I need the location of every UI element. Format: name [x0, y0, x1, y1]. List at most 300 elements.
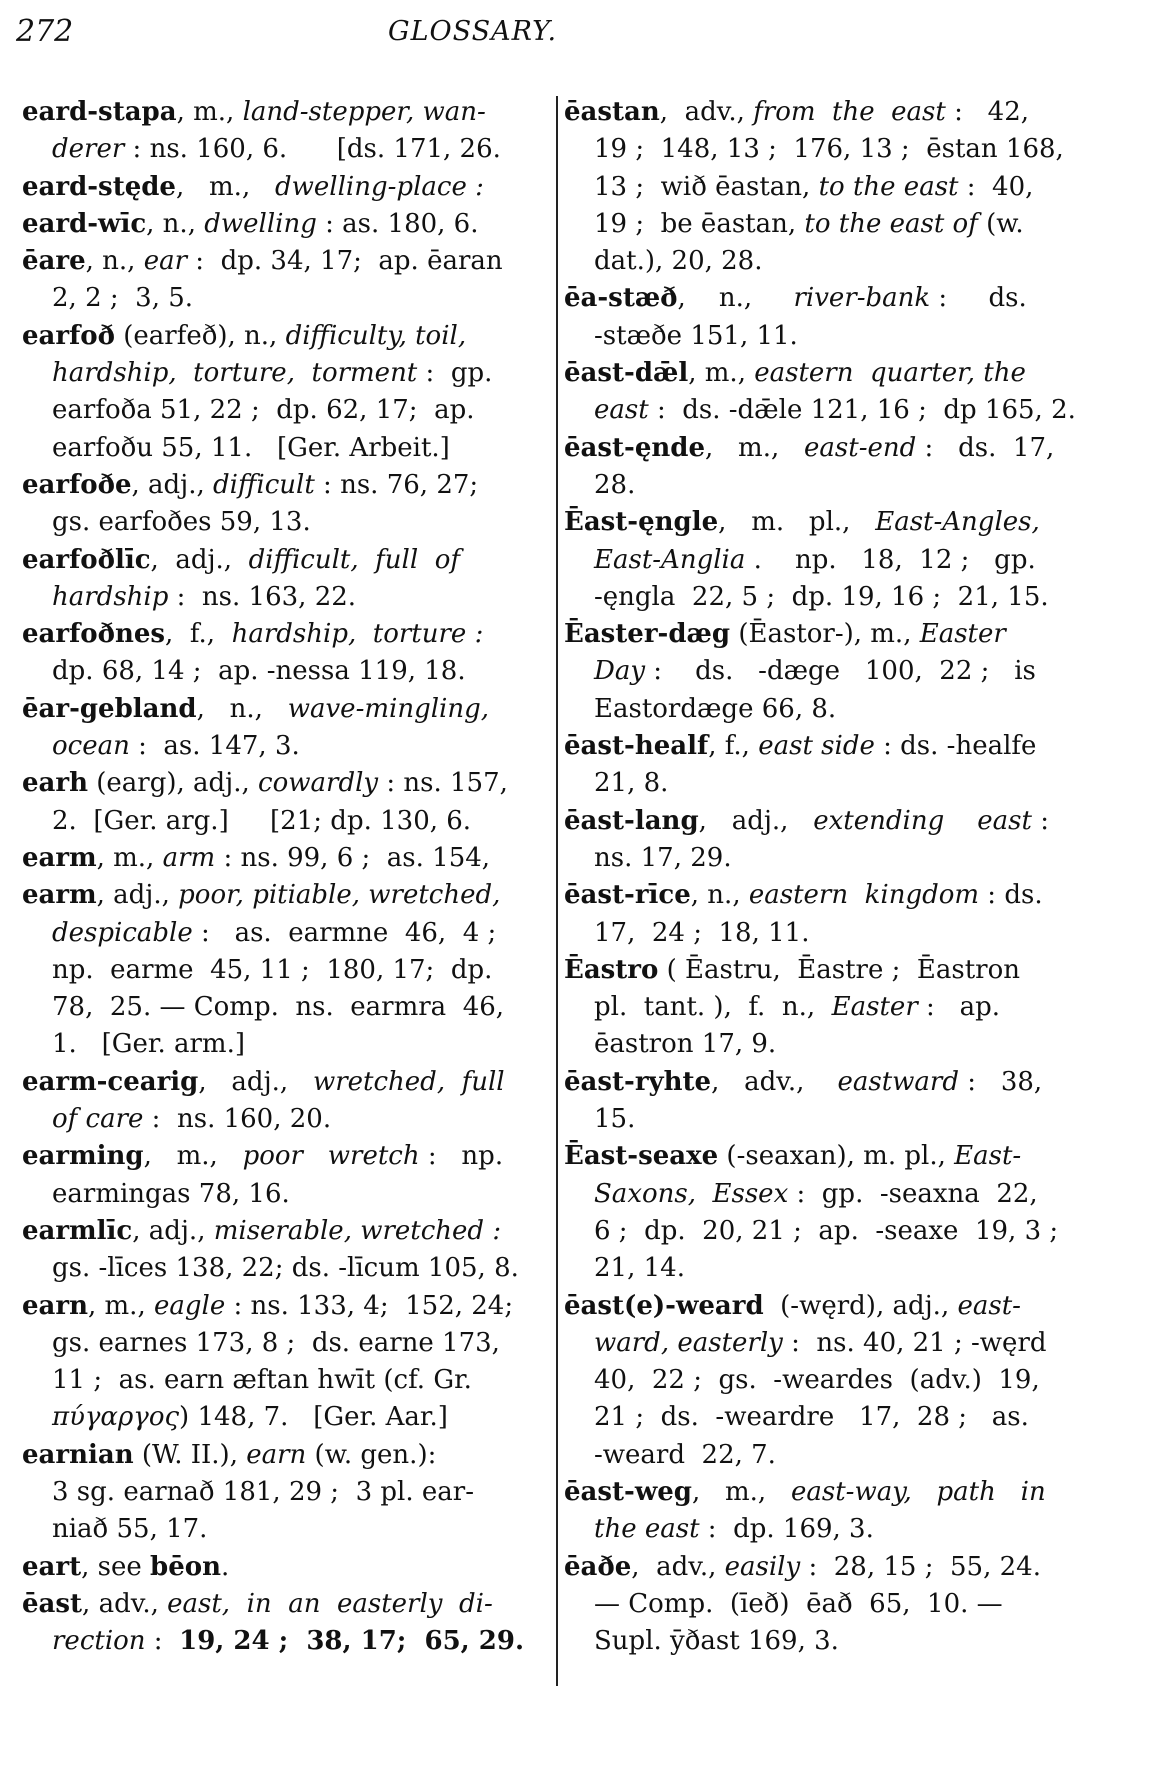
entry-continuation-line [564, 1176, 1100, 1213]
definition-text: extending east [813, 805, 1032, 836]
entry-continuation-line [564, 467, 1100, 504]
entry-continuation-line [564, 1325, 1100, 1362]
definition-text: Easter [831, 992, 918, 1023]
headword: earfoðlīc [22, 544, 151, 575]
entry-text: — Comp. (īeð) ēað 65, 10. — [594, 1588, 1003, 1619]
entry-text: , adv., [82, 1588, 168, 1619]
glossary-entry [22, 691, 550, 766]
glossary-entry [564, 803, 1100, 878]
definition-text: earn [246, 1439, 307, 1470]
entry-text: ns. 17, 29. [594, 842, 732, 873]
entry-text: niað 55, 17. [52, 1514, 208, 1545]
definition-text: East- [954, 1141, 1022, 1172]
definition-text: eastward [837, 1066, 960, 1097]
headword: ēast-weg [564, 1476, 692, 1507]
entry-text: np. earme 45, 11 ; 180, 17; dp. [52, 954, 493, 985]
entry-text: , n., [690, 880, 749, 911]
entry-continuation-line [564, 131, 1100, 168]
definition-text: East-Anglia [594, 544, 746, 575]
glossary-entry [564, 355, 1100, 430]
entry-first-line [564, 1549, 1100, 1586]
entry-text: : 28, 15 ; 55, 24. [800, 1551, 1041, 1582]
definition-text: difficulty, toil, [285, 320, 467, 351]
entry-text: , m., [688, 358, 755, 389]
entry-first-line [22, 1288, 550, 1325]
entry-text: : ds. -dæge 100, 22 ; is [645, 656, 1036, 687]
entry-text: -ęngla 22, 5 ; dp. 19, 16 ; 21, 15. [594, 581, 1049, 612]
glossary-entry [22, 1586, 550, 1661]
entry-text: , adv., [711, 1066, 838, 1097]
entry-text: (w. gen.): [306, 1439, 437, 1470]
entry-first-line [564, 355, 1100, 392]
glossary-entry [22, 616, 550, 691]
entry-continuation-line [22, 280, 550, 317]
entry-text: : ds. -healfe [874, 731, 1037, 762]
entry-continuation-line [22, 1474, 550, 1511]
entry-continuation-line [564, 579, 1100, 616]
entry-continuation-line [22, 728, 550, 765]
glossary-entry [22, 169, 550, 206]
entry-text: , n., [85, 246, 144, 277]
entry-text: 11 ; as. earn æftan hwīt (cf. Gr. [52, 1365, 472, 1396]
definition-text: of care [52, 1104, 144, 1135]
entry-text: 19 ; be ēastan, [594, 208, 805, 239]
entry-text: 3 sg. earnað 181, 29 ; 3 pl. ear- [52, 1476, 474, 1507]
entry-text: : [1031, 805, 1049, 836]
glossary-column-right [564, 94, 1100, 1660]
entry-text: : as. earmne 46, 4 ; [192, 917, 497, 948]
entry-continuation-line [22, 1325, 550, 1362]
entry-text: gs. earfoðes 59, 13. [52, 507, 311, 538]
entry-continuation-line [22, 1250, 550, 1287]
glossary-entry [564, 877, 1100, 952]
definition-text: difficult, full of [248, 544, 460, 575]
headword: ēast-healf [564, 731, 709, 762]
headword: Ēast-seaxe [564, 1141, 719, 1172]
entry-continuation-line [564, 915, 1100, 952]
entry-text: , n., [196, 693, 288, 724]
entry-text: , adj., [131, 469, 214, 500]
entry-text: 1. [Ger. arm.] [52, 1029, 245, 1060]
entry-continuation-line [22, 392, 550, 429]
entry-first-line [22, 169, 550, 206]
definition-text: easily [724, 1551, 801, 1582]
headword: ēa-stæð [564, 283, 678, 314]
definition-text: east-end [804, 432, 917, 463]
entry-text: , n., [146, 208, 205, 239]
entry-text: Eastordæge 66, 8. [594, 693, 837, 724]
headword: earfoðnes [22, 619, 166, 650]
glossary-column-left [22, 94, 550, 1660]
entry-text: (W. II.), [133, 1439, 247, 1470]
headword: eart [22, 1551, 82, 1582]
definition-text: eagle [153, 1290, 226, 1321]
entry-text: , see [81, 1551, 151, 1582]
entry-continuation-line [22, 131, 550, 168]
definition-text: East-Angles, [875, 507, 1040, 538]
entry-first-line [22, 94, 550, 131]
entry-continuation-line [22, 1176, 550, 1213]
entry-first-line [564, 952, 1100, 989]
glossary-entry [564, 94, 1100, 280]
definition-text: east-way, path in [790, 1476, 1046, 1507]
entry-continuation-line [564, 1213, 1100, 1250]
entry-text: : 42, [945, 97, 1029, 127]
entry-continuation-line [564, 840, 1100, 877]
entry-text: : 38, [959, 1066, 1043, 1097]
entry-text: 17, 24 ; 18, 11. [594, 917, 810, 948]
definition-text: east- [957, 1290, 1021, 1321]
entry-text: : ds. [979, 880, 1043, 911]
definition-text: dwelling-place : [275, 171, 484, 202]
entry-text: : ap. [917, 992, 1000, 1023]
definition-text: eastern quarter, the [754, 358, 1026, 389]
entry-text: 6 ; dp. 20, 21 ; ap. -seaxe 19, 3 ; [594, 1215, 1059, 1246]
headword: earfoð [22, 320, 115, 351]
entry-continuation-line [22, 1623, 550, 1660]
glossary-entry [22, 840, 550, 877]
entry-text: : ns. 157, [378, 768, 508, 799]
headword: ēast-ęnde [564, 432, 705, 463]
definition-text: dwelling [204, 208, 317, 239]
headword: earm [22, 842, 97, 873]
entry-continuation-line [22, 1511, 550, 1548]
glossary-entry [22, 1288, 550, 1437]
entry-continuation-line [22, 504, 550, 541]
entry-continuation-line [22, 1362, 550, 1399]
headword: ēast(e)-weard [564, 1290, 764, 1321]
glossary-entry [22, 1437, 550, 1549]
definition-text: hardship, torture : [231, 619, 484, 650]
glossary-entry [564, 952, 1100, 1064]
definition-text: cowardly [258, 768, 379, 799]
cross-reference: 19, 24 ; 38, 17; 65, 29. [179, 1626, 525, 1657]
entry-continuation-line [564, 542, 1100, 579]
entry-text: 13 ; wið ēastan, [594, 171, 819, 202]
entry-text: , f., [165, 619, 232, 650]
entry-first-line [564, 430, 1100, 467]
entry-first-line [22, 318, 550, 355]
column-divider [556, 96, 558, 1686]
entry-continuation-line [564, 1586, 1100, 1623]
entry-text: gs. -līces 138, 22; ds. -līcum 105, 8. [52, 1253, 519, 1284]
headword: earm-cearig [22, 1066, 199, 1097]
entry-text: , m., [176, 97, 243, 127]
entry-text: : ns. 99, 6 ; as. 154, [215, 842, 491, 873]
glossary-entry [22, 877, 550, 1063]
definition-text: wretched, full [312, 1066, 505, 1097]
headword: ēast-lang [564, 805, 699, 836]
entry-first-line [564, 94, 1100, 131]
entry-text: , adv., [659, 97, 754, 127]
headword: earh [22, 768, 88, 799]
entry-continuation-line [564, 206, 1100, 243]
glossary-entry [22, 206, 550, 243]
entry-text: 78, 25. — Comp. ns. earmra 46, [52, 992, 505, 1023]
entry-continuation-line [564, 1437, 1100, 1474]
entry-first-line [22, 1138, 550, 1175]
definition-text: from the east [753, 97, 946, 127]
headword: earmlīc [22, 1215, 133, 1246]
entry-text: : dp. 34, 17; ap. ēaran [187, 246, 503, 277]
entry-text: : ns. 40, 21 ; -węrd [782, 1327, 1047, 1358]
entry-first-line [22, 1586, 550, 1623]
glossary-entry [564, 1549, 1100, 1661]
entry-text: , adj., [132, 1215, 214, 1246]
definition-text: to the east of [804, 208, 978, 239]
headword: eard-stęde [22, 171, 176, 202]
entry-text: , m., [88, 1290, 154, 1321]
definition-text: rection [52, 1626, 146, 1657]
entry-text: , m., [691, 1476, 791, 1507]
entry-text: , m., [143, 1141, 243, 1172]
entry-continuation-line [564, 1399, 1100, 1436]
headword: earfoðe [22, 469, 132, 500]
entry-first-line [22, 1064, 550, 1101]
definition-text: east, in an easterly di- [167, 1588, 493, 1619]
entry-text: , m., [96, 842, 163, 873]
headword: earn [22, 1290, 88, 1321]
definition-text: ear [143, 246, 188, 277]
entry-first-line [564, 803, 1100, 840]
running-title: GLOSSARY. [388, 16, 558, 47]
entry-text: ) 148, 7. [Ger. Aar.] [179, 1402, 448, 1433]
entry-first-line [22, 765, 550, 802]
entry-text: : as. 180, 6. [316, 208, 479, 239]
headword: earm [22, 880, 97, 911]
entry-first-line [564, 616, 1100, 653]
entry-continuation-line [22, 1101, 550, 1138]
entry-continuation-line [22, 952, 550, 989]
entry-text: -weard 22, 7. [594, 1439, 776, 1470]
glossary-entry [22, 94, 550, 169]
definition-text: eastern kingdom [748, 880, 980, 911]
definition-text: arm [162, 842, 216, 873]
entry-first-line [22, 206, 550, 243]
definition-text: Saxons, Essex [594, 1178, 789, 1209]
entry-continuation-line [22, 430, 550, 467]
entry-text: : ns. 160, 6. [ds. 171, 26. [124, 134, 501, 165]
entry-text: , adj., [96, 880, 179, 911]
definition-text: to the east [818, 171, 959, 202]
definition-text: Easter [919, 619, 1006, 650]
entry-text: . np. 18, 12 ; gp. [745, 544, 1036, 575]
entry-continuation-line [22, 355, 550, 392]
entry-continuation-line [22, 803, 550, 840]
glossary-entry [22, 542, 550, 617]
headword: eard-wīc [22, 208, 147, 239]
entry-first-line [564, 877, 1100, 914]
entry-text: 2, 2 ; 3, 5. [52, 283, 194, 314]
glossary-entry [564, 430, 1100, 505]
headword: Ēaster-dæg [564, 619, 731, 650]
glossary-entry [564, 280, 1100, 355]
page-header [0, 14, 1158, 54]
entry-text: : 40, [958, 171, 1034, 202]
glossary-entry [564, 616, 1100, 728]
headword: earnian [22, 1439, 134, 1470]
entry-text: dp. 68, 14 ; ap. -nessa 119, 18. [52, 656, 466, 687]
glossary-entry [564, 1288, 1100, 1474]
entry-first-line [22, 691, 550, 728]
entry-text: : ns. 133, 4; 152, 24; [225, 1290, 514, 1321]
entry-continuation-line [564, 1101, 1100, 1138]
definition-text: wave-mingling, [287, 693, 489, 724]
entry-continuation-line [564, 243, 1100, 280]
entry-first-line [22, 877, 550, 914]
entry-first-line [22, 1437, 550, 1474]
page-number: 272 [16, 14, 74, 49]
glossary-entry [22, 1138, 550, 1213]
entry-text: : dp. 169, 3. [699, 1514, 874, 1545]
entry-text: , adj., [150, 544, 249, 575]
entry-text: 2. [Ger. arg.] [21; dp. 130, 6. [52, 805, 472, 836]
definition-text: difficult [213, 469, 315, 500]
headword: ēar-gebland [22, 693, 197, 724]
glossary-entry [22, 1213, 550, 1288]
headword: ēare [22, 246, 86, 277]
definition-text: ocean [52, 731, 130, 762]
entry-text: earmingas 78, 16. [52, 1178, 290, 1209]
entry-text: 21 ; ds. -weardre 17, 28 ; as. [594, 1402, 1029, 1433]
entry-first-line [564, 728, 1100, 765]
entry-text: 21, 8. [594, 768, 669, 799]
entry-first-line [22, 1213, 550, 1250]
entry-first-line [22, 1549, 550, 1586]
definition-text: miserable, wretched : [213, 1215, 502, 1246]
headword: Ēast-ęngle [564, 507, 719, 538]
entry-continuation-line [564, 989, 1100, 1026]
entry-first-line [564, 280, 1100, 317]
glossary-entry [22, 1064, 550, 1139]
entry-first-line [22, 243, 550, 280]
entry-first-line [564, 1138, 1100, 1175]
glossary-entry [564, 504, 1100, 616]
glossary-entry [22, 1549, 550, 1586]
entry-text: (w. [977, 208, 1024, 239]
definition-text: poor, pitiable, wretched, [178, 880, 501, 911]
entry-continuation-line [564, 392, 1100, 429]
entry-text: (earfeð), n., [114, 320, 286, 351]
headword: ēast-ryhte [564, 1066, 712, 1097]
definition-text: hardship, torture, torment [52, 358, 418, 389]
definition-text: east side [758, 731, 875, 762]
entry-continuation-line [22, 579, 550, 616]
definition-text: poor wretch [242, 1141, 420, 1172]
entry-text: : np. [419, 1141, 504, 1172]
entry-text: earfoðu 55, 11. [Ger. Arbeit.] [52, 432, 450, 463]
entry-text: , adj., [198, 1066, 313, 1097]
entry-first-line [564, 1064, 1100, 1101]
entry-text: , adv., [631, 1551, 725, 1582]
headword: ēaðe [564, 1551, 632, 1582]
entry-continuation-line [22, 989, 550, 1026]
entry-text: Supl. ȳðast 169, 3. [594, 1626, 839, 1657]
definition-text: despicable [52, 917, 193, 948]
entry-continuation-line [564, 691, 1100, 728]
headword: ēastan [564, 97, 660, 127]
glossary-entry [22, 243, 550, 318]
entry-text: gs. earnes 173, 8 ; ds. earne 173, [52, 1327, 500, 1358]
entry-text: 40, 22 ; gs. -weardes (adv.) 19, [594, 1365, 1040, 1396]
entry-text: , m., [175, 171, 276, 202]
entry-continuation-line [22, 653, 550, 690]
entry-text: , m. pl., [718, 507, 876, 538]
entry-text: 15. [594, 1104, 636, 1135]
entry-text: , m., [705, 432, 805, 463]
definition-text: river-bank [793, 283, 931, 314]
entry-continuation-line [564, 1623, 1100, 1660]
entry-text: (-węrd), adj., [763, 1290, 958, 1321]
glossary-entry [564, 1474, 1100, 1549]
entry-text: 28. [594, 469, 636, 500]
entry-text: : ds. -dǣle 121, 16 ; dp 165, 2. [648, 395, 1076, 426]
entry-text: . [221, 1551, 230, 1582]
entry-continuation-line [564, 1026, 1100, 1063]
entry-continuation-line [564, 1362, 1100, 1399]
headword: ēast-dǣl [564, 358, 689, 389]
entry-text: : gp. -seaxna 22, [788, 1178, 1038, 1209]
definition-text: Day [594, 656, 646, 687]
glossary-entry [564, 1064, 1100, 1139]
entry-text: dat.), 20, 28. [594, 246, 763, 277]
entry-text: pl. tant. ), f. n., [594, 992, 832, 1023]
entry-text: : ds. 17, [916, 432, 1055, 463]
entry-text: : ns. 76, 27; [314, 469, 479, 500]
entry-text: : ns. 163, 22. [168, 581, 357, 612]
entry-first-line [22, 467, 550, 504]
entry-first-line [564, 1288, 1100, 1325]
entry-text: (Ēastor-), m., [730, 619, 920, 650]
definition-text: east [594, 395, 649, 426]
definition-text: hardship [52, 581, 169, 612]
definition-text: derer [52, 134, 125, 165]
cross-reference: bēon [150, 1551, 221, 1582]
glossary-entry [22, 467, 550, 542]
headword: ēast [22, 1588, 83, 1619]
entry-continuation-line [564, 1250, 1100, 1287]
definition-text: the east [594, 1514, 700, 1545]
entry-first-line [564, 504, 1100, 541]
glossary-entry [564, 1138, 1100, 1287]
entry-continuation-line [564, 318, 1100, 355]
glossary-entry [22, 765, 550, 840]
definition-text: ward, easterly [594, 1327, 783, 1358]
entry-text: ēastron 17, 9. [594, 1029, 777, 1060]
entry-text: -stæðe 151, 11. [594, 320, 798, 351]
headword: eard-stapa [22, 97, 177, 127]
entry-continuation-line [564, 765, 1100, 802]
entry-text: : ds. [930, 283, 1027, 314]
definition-text: πύγαργος [52, 1402, 180, 1433]
definition-text: land-stepper, wan- [242, 97, 486, 127]
entry-text: : gp. [417, 358, 493, 389]
entry-continuation-line [22, 1026, 550, 1063]
headword: ēast-rīce [564, 880, 691, 911]
entry-text: : [145, 1626, 180, 1657]
entry-first-line [22, 840, 550, 877]
entry-continuation-line [22, 915, 550, 952]
entry-text: : ns. 160, 20. [143, 1104, 332, 1135]
entry-text: earfoða 51, 22 ; dp. 62, 17; ap. [52, 395, 475, 426]
entry-text: (earg), adj., [88, 768, 259, 799]
headword: Ēastro [564, 954, 659, 985]
entry-text: , adj., [698, 805, 814, 836]
entry-text: (-seaxan), m. pl., [718, 1141, 955, 1172]
glossary-entry [564, 728, 1100, 803]
entry-text: : as. 147, 3. [129, 731, 300, 762]
entry-text: 19 ; 148, 13 ; 176, 13 ; ēstan 168, [594, 134, 1064, 165]
